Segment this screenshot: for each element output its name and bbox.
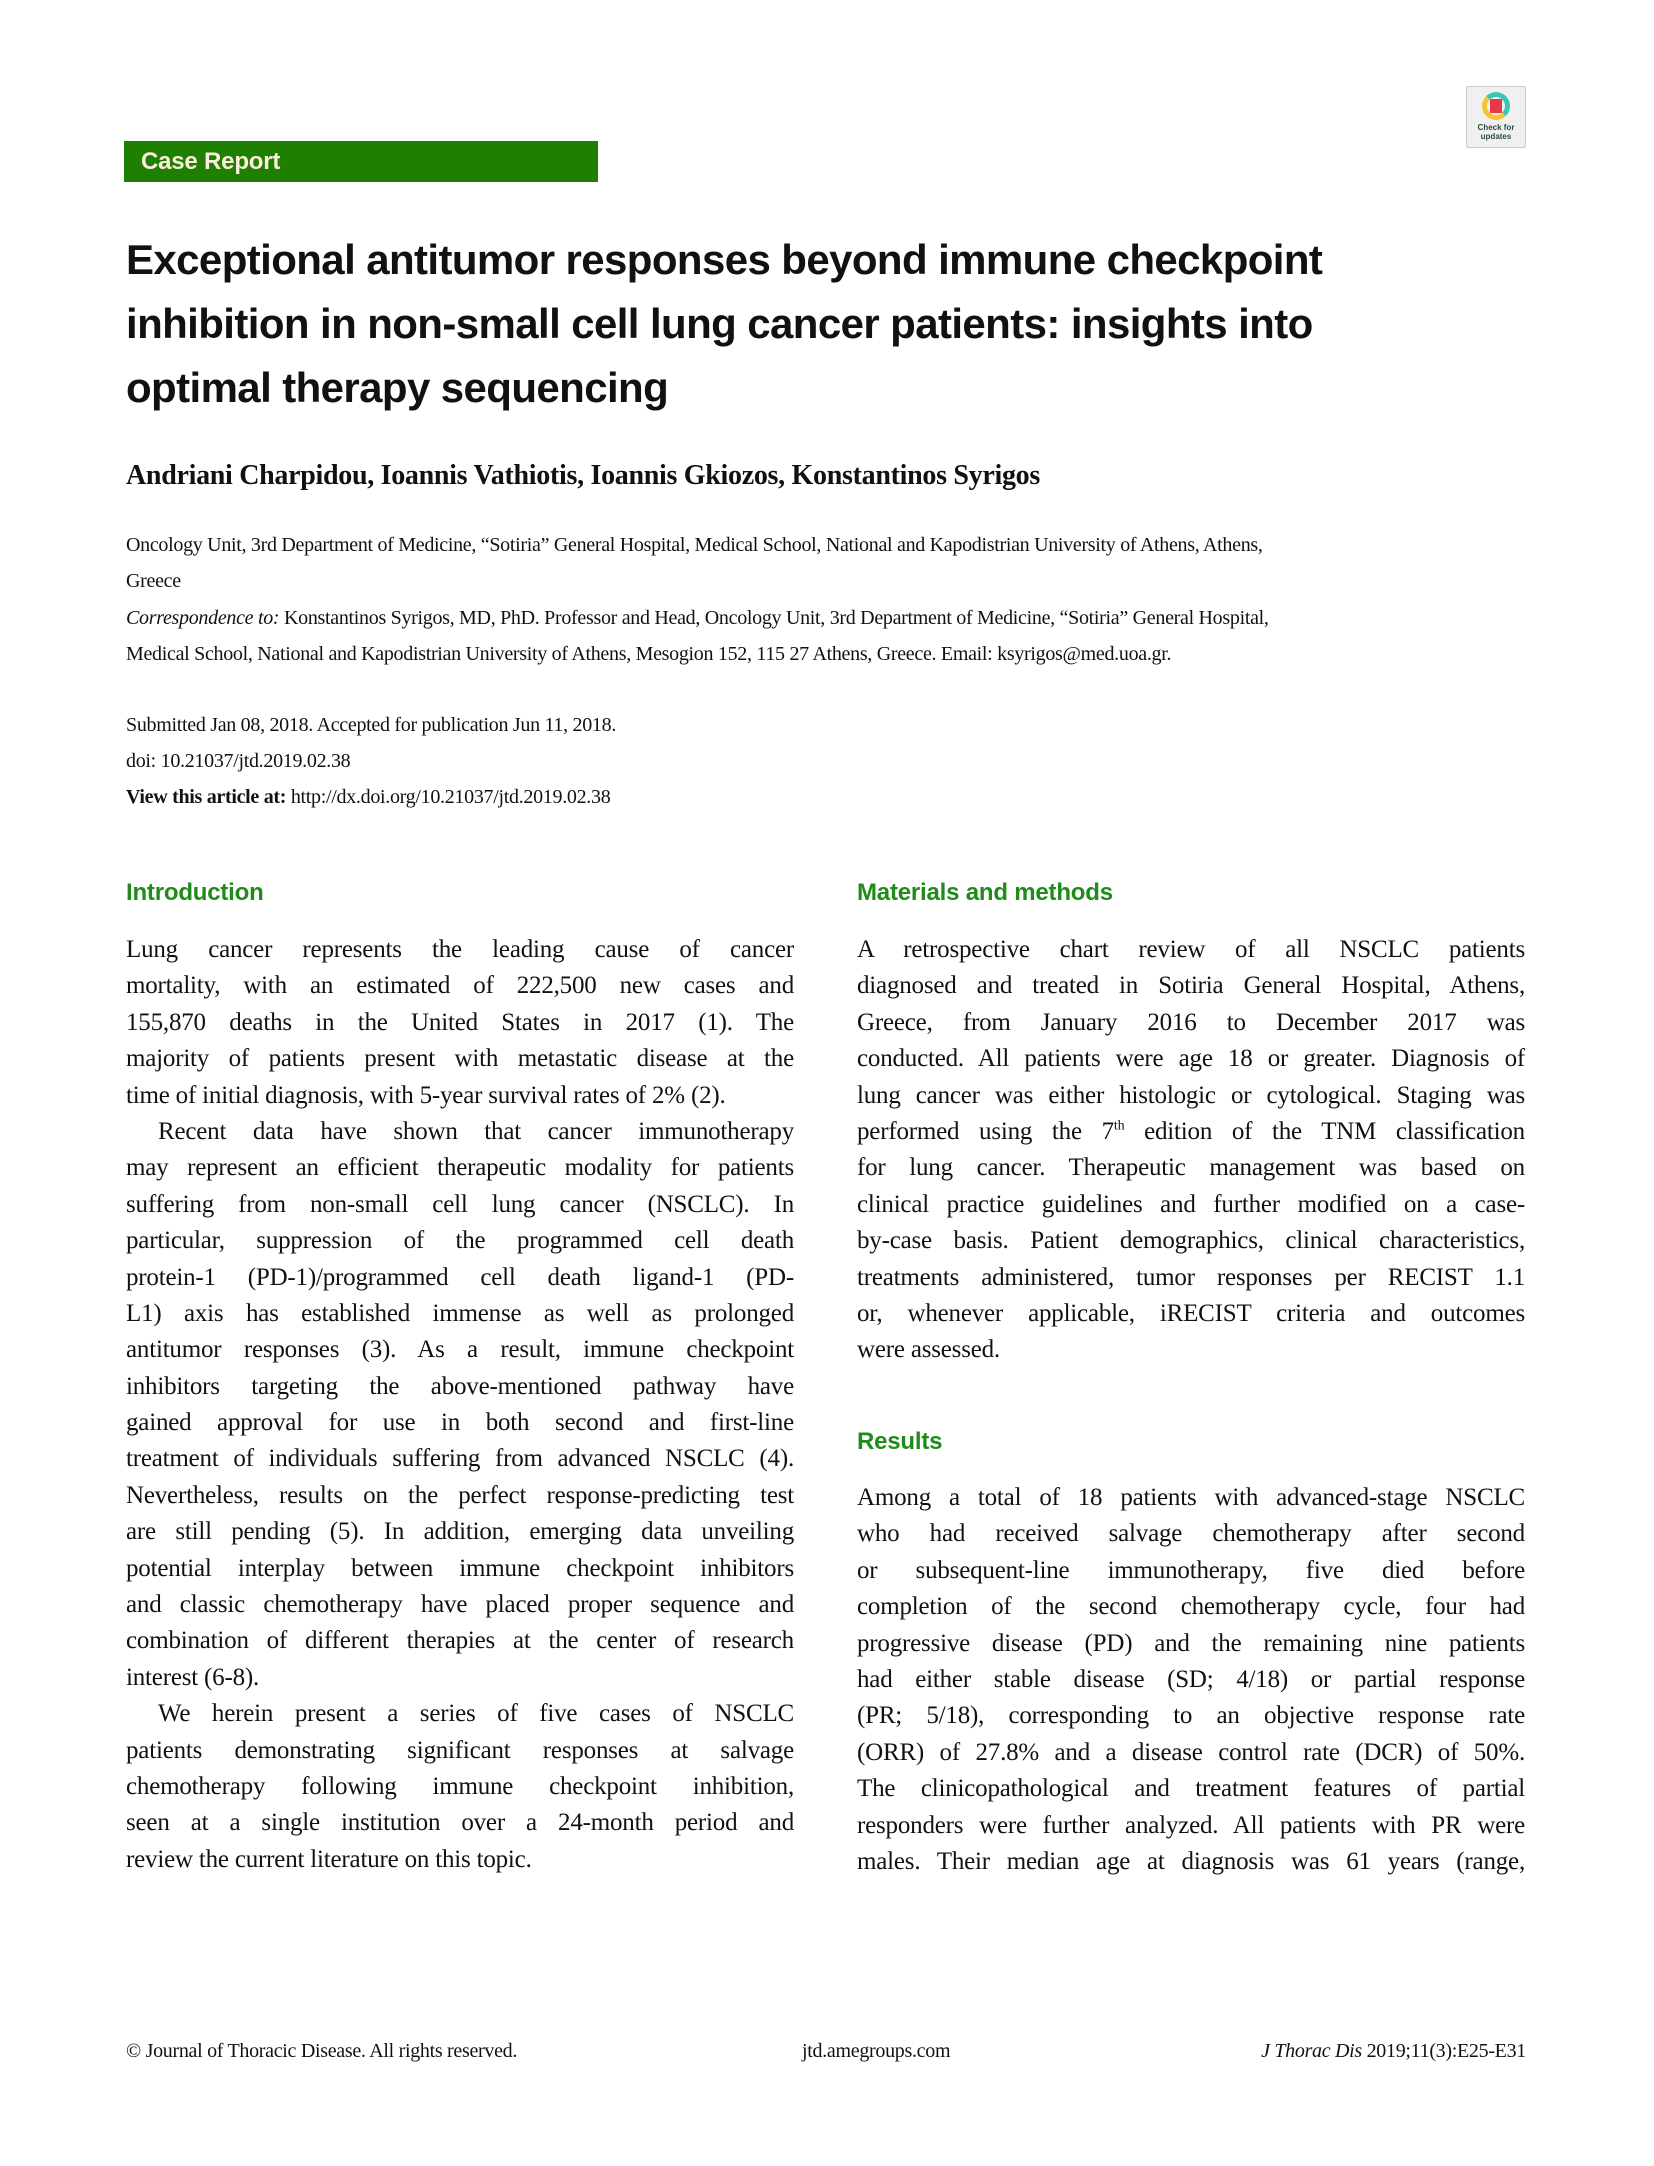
correspondence-text: Konstantinos Syrigos, MD, PhD. Professor and Head, Oncology Unit, 3rd Department of Medicine, “Sotiria” General Hospital,: [279, 607, 1269, 629]
correspondence-label: Correspondence to:: [126, 607, 280, 629]
text-line: gained approval for use in both second and first-line: [126, 1409, 794, 1437]
citation-volume-pages: 2019;11(3):E25-E31: [1361, 2040, 1526, 2062]
article-title: [126, 228, 1546, 420]
text-line: potential interplay between immune checkpoint inhibitors: [126, 1554, 794, 1582]
text-line: clinical practice guidelines and further modified on a case-: [857, 1190, 1525, 1218]
text-line: had either stable disease (SD; 4/18) or partial response: [857, 1665, 1525, 1693]
text-line: lung cancer was either histologic or cytological. Staging was: [857, 1081, 1525, 1109]
text-line: Lung cancer represents the leading cause of cancer: [126, 936, 794, 963]
submission-dates: Submitted Jan 08, 2018. Accepted for publication Jun 11, 2018.: [126, 714, 617, 736]
text-line: 155,870 deaths in the United States in 2017 (1). The: [126, 1008, 794, 1036]
text-line: combination of different therapies at the center of research: [126, 1627, 794, 1655]
doi: doi: 10.21037/jtd.2019.02.38: [126, 750, 351, 772]
text-line: majority of patients present with metastatic disease at the: [126, 1045, 794, 1073]
section-heading-introduction: Introduction: [126, 879, 264, 906]
footer-copyright: © Journal of Thoracic Disease. All rights reserved.: [126, 2040, 518, 2062]
section-heading-results: Results: [857, 1428, 943, 1455]
text-line: interest (6-8).: [126, 1663, 260, 1691]
text-line: chemotherapy following immune checkpoint inhibition,: [126, 1772, 794, 1800]
text-line: males. Their median age at diagnosis was 61 years (range,: [857, 1847, 1525, 1875]
correspondence-line: [126, 600, 1526, 636]
text-line: or subsequent-line immunotherapy, five died before: [857, 1556, 1525, 1584]
text-line: progressive disease (PD) and the remaining nine patients: [857, 1629, 1525, 1657]
text-line: responders were further analyzed. All patients with PR were: [857, 1811, 1525, 1839]
text-line: treatments administered, tumor responses per RECIST 1.1: [857, 1263, 1525, 1291]
text-fragment: edition of the TNM classification: [1124, 1117, 1525, 1145]
results-body: [857, 1480, 1525, 1880]
text-line: L1) axis has established immense as well as prolonged: [126, 1299, 794, 1327]
text-line: review the current literature on this topic.: [126, 1845, 532, 1873]
correspondence-line: Medical School, National and Kapodistrian University of Athens, Mesogion 152, 115 27 Athens, Greece. Email: ksyrigos@med.uoa.gr.: [126, 643, 1172, 665]
text-line: A retrospective chart review of all NSCLC patients: [857, 936, 1525, 963]
journal-abbreviation: J Thorac Dis: [1261, 2040, 1362, 2062]
text-line: inhibitors targeting the above-mentioned pathway have: [126, 1372, 794, 1400]
text-line: protein-1 (PD-1)/programmed cell death ligand-1 (PD-: [126, 1263, 794, 1291]
introduction-body: [126, 932, 794, 1878]
text-line: who had received salvage chemotherapy after second: [857, 1520, 1525, 1548]
text-line: Among a total of 18 patients with advanced-stage NSCLC: [857, 1484, 1525, 1511]
view-article-line: [126, 779, 610, 815]
text-line: Greece, from January 2016 to December 2017 was: [857, 1008, 1525, 1036]
text-line: (ORR) of 27.8% and a disease control rate (DCR) of 50%.: [857, 1738, 1525, 1766]
text-line: (PR; 5/18), corresponding to an objective response rate: [857, 1702, 1525, 1730]
text-line: time of initial diagnosis, with 5-year survival rates of 2% (2).: [126, 1081, 726, 1109]
text-line: may represent an efficient therapeutic modality for patients: [126, 1154, 794, 1182]
footer-website-link[interactable]: jtd.amegroups.com: [802, 2040, 951, 2062]
text-line: suffering from non-small cell lung cancer (NSCLC). In: [126, 1190, 794, 1218]
affiliation-line: Oncology Unit, 3rd Department of Medicine, “Sotiria” General Hospital, Medical School, National and Kapodistrian University of Athens, Athens,: [126, 534, 1263, 556]
title-line: Exceptional antitumor responses beyond immune checkpoint: [126, 236, 1323, 283]
text-line: Recent data have shown that cancer immunotherapy: [158, 1117, 794, 1145]
text-fragment: performed using the 7: [857, 1117, 1114, 1145]
text-line: treatment of individuals suffering from advanced NSCLC (4).: [126, 1445, 794, 1473]
text-line: diagnosed and treated in Sotiria General Hospital, Athens,: [857, 972, 1525, 1000]
text-line: seen at a single institution over a 24-month period and: [126, 1809, 794, 1837]
text-line: conducted. All patients were age 18 or greater. Diagnosis of: [857, 1045, 1525, 1073]
check-updates-label-1: Check for: [1477, 123, 1515, 132]
text-line: are still pending (5). In addition, emerging data unveiling: [126, 1518, 794, 1546]
article-url-link[interactable]: http://dx.doi.org/10.21037/jtd.2019.02.38: [286, 786, 611, 808]
text-line: antitumor responses (3). As a result, immune checkpoint: [126, 1336, 794, 1364]
check-updates-label-2: updates: [1480, 132, 1512, 141]
text-line: Nevertheless, results on the perfect response-predicting test: [126, 1481, 794, 1509]
text-line: by-case basis. Patient demographics, clinical characteristics,: [857, 1227, 1525, 1255]
text-line: were assessed.: [857, 1336, 1000, 1364]
title-line: optimal therapy sequencing: [126, 364, 669, 411]
text-line: particular, suppression of the programmed cell death: [126, 1227, 794, 1255]
text-line: [857, 1114, 1525, 1150]
methods-body: [857, 932, 1525, 1369]
bookmark-icon: [1490, 99, 1502, 113]
section-heading-methods: Materials and methods: [857, 879, 1113, 906]
text-line: completion of the second chemotherapy cycle, four had: [857, 1593, 1525, 1621]
text-line: for lung cancer. Therapeutic management was based on: [857, 1154, 1525, 1182]
article-type-banner: [124, 141, 598, 182]
check-for-updates-button[interactable]: [1466, 86, 1526, 148]
text-line: or, whenever applicable, iRECIST criteria and outcomes: [857, 1299, 1525, 1327]
text-line: The clinicopathological and treatment features of partial: [857, 1775, 1525, 1803]
title-line: inhibition in non-small cell lung cancer patients: insights into: [126, 300, 1313, 347]
affiliation-line: Greece: [126, 570, 181, 592]
footer-citation: [1261, 2040, 1526, 2063]
text-line: We herein present a series of five cases of NSCLC: [158, 1700, 794, 1728]
author-list: Andriani Charpidou, Ioannis Vathiotis, Ioannis Gkiozos, Konstantinos Syrigos: [126, 460, 1040, 491]
text-line: and classic chemotherapy have placed proper sequence and: [126, 1591, 794, 1619]
view-article-label: View this article at:: [126, 786, 287, 808]
superscript: th: [1113, 1118, 1125, 1134]
article-type-label: Case Report: [141, 148, 281, 175]
text-line: patients demonstrating significant responses at salvage: [126, 1736, 794, 1764]
text-line: mortality, with an estimated of 222,500 new cases and: [126, 972, 794, 1000]
